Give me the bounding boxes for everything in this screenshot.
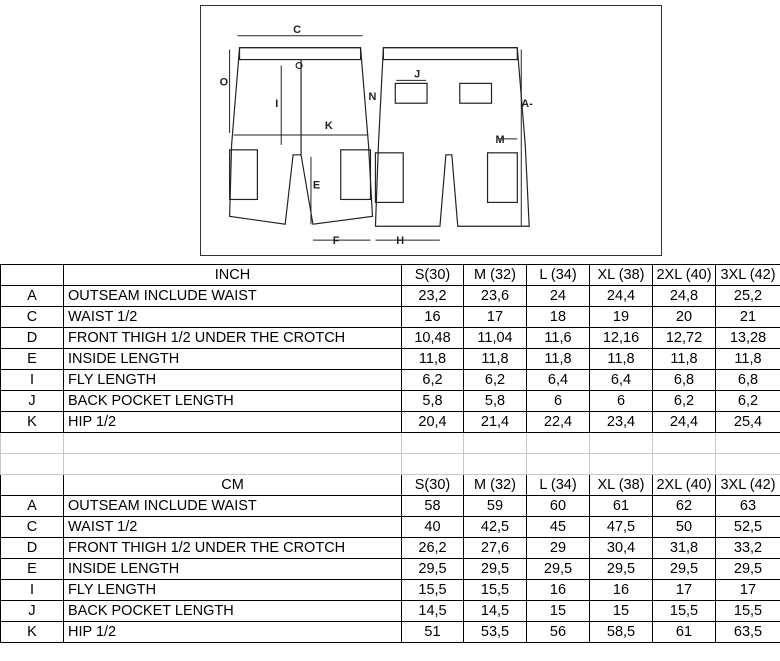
measurement-value: 6,2 xyxy=(716,391,780,412)
header-row xyxy=(1,475,780,496)
measurement-value: 14,5 xyxy=(402,601,464,622)
measurement-value: 11,8 xyxy=(653,349,716,370)
measurement-value: 5,8 xyxy=(402,391,464,412)
measurement-value: 29,5 xyxy=(653,559,716,580)
label-o: O xyxy=(219,76,229,89)
front-cargo-pocket-left xyxy=(230,150,258,200)
size-header: S(30) xyxy=(402,265,464,286)
shorts-measurement-diagram xyxy=(200,5,662,256)
empty-cell xyxy=(464,454,527,475)
table-row xyxy=(1,601,780,622)
measurement-value: 62 xyxy=(653,496,716,517)
measurement-value: 11,04 xyxy=(464,328,527,349)
measurement-value: 15,5 xyxy=(464,580,527,601)
measurement-value: 11,8 xyxy=(590,349,653,370)
measurement-value: 22,4 xyxy=(527,412,590,433)
measurement-value: 26,2 xyxy=(402,538,464,559)
measurement-code: J xyxy=(1,391,64,412)
measurement-name: WAIST 1/2 xyxy=(64,517,402,538)
measurement-name: HIP 1/2 xyxy=(64,412,402,433)
measurement-value: 6,2 xyxy=(402,370,464,391)
measurement-value: 17 xyxy=(716,580,780,601)
size-header: M (32) xyxy=(464,475,527,496)
measurement-value: 15,5 xyxy=(653,601,716,622)
size-header: M (32) xyxy=(464,265,527,286)
label-m: M xyxy=(495,133,505,146)
table-row xyxy=(1,580,780,601)
measurement-value: 23,6 xyxy=(464,286,527,307)
measurement-code: E xyxy=(1,349,64,370)
measurement-value: 23,4 xyxy=(590,412,653,433)
measurement-value: 24,4 xyxy=(653,412,716,433)
measurement-value: 61 xyxy=(653,622,716,643)
table-row xyxy=(1,286,780,307)
measurement-value: 11,6 xyxy=(527,328,590,349)
measurement-value: 24,4 xyxy=(590,286,653,307)
measurement-name: OUTSEAM INCLUDE WAIST xyxy=(64,286,402,307)
measurement-value: 6,4 xyxy=(590,370,653,391)
empty-cell xyxy=(716,433,780,454)
label-i: I xyxy=(275,98,279,111)
measurement-value: 25,2 xyxy=(716,286,780,307)
measurement-value: 56 xyxy=(527,622,590,643)
measurement-value: 21 xyxy=(716,307,780,328)
measurement-code: C xyxy=(1,517,64,538)
measurement-value: 59 xyxy=(464,496,527,517)
table-row xyxy=(1,370,780,391)
measurement-name: FRONT THIGH 1/2 UNDER THE CROTCH xyxy=(64,538,402,559)
front-waistband xyxy=(240,48,361,60)
measurement-code: C xyxy=(1,307,64,328)
measurement-value: 6,8 xyxy=(653,370,716,391)
measurement-value: 19 xyxy=(590,307,653,328)
measurement-value: 10,48 xyxy=(402,328,464,349)
measurement-value: 15,5 xyxy=(716,601,780,622)
measurement-value: 14,5 xyxy=(464,601,527,622)
empty-cell xyxy=(590,454,653,475)
label-f: F xyxy=(332,235,340,248)
empty-cell xyxy=(527,433,590,454)
measurement-value: 6,4 xyxy=(527,370,590,391)
size-header: 3XL (42) xyxy=(716,265,780,286)
back-waistband xyxy=(383,48,517,60)
table-row xyxy=(1,391,780,412)
measurement-code: E xyxy=(1,559,64,580)
empty-cell xyxy=(590,433,653,454)
measurement-value: 11,8 xyxy=(464,349,527,370)
measurement-value: 29,5 xyxy=(716,559,780,580)
measurement-value: 33,2 xyxy=(716,538,780,559)
label-a: A- xyxy=(521,98,533,111)
label-c: C xyxy=(293,23,301,36)
measurement-value: 11,8 xyxy=(716,349,780,370)
empty-cell xyxy=(653,433,716,454)
measurement-name: FLY LENGTH xyxy=(64,580,402,601)
measurement-value: 17 xyxy=(464,307,527,328)
measurement-code: A xyxy=(1,286,64,307)
table-row xyxy=(1,328,780,349)
measurement-value: 29,5 xyxy=(590,559,653,580)
measurement-value: 16 xyxy=(402,307,464,328)
measurement-name: INSIDE LENGTH xyxy=(64,559,402,580)
measurement-value: 18 xyxy=(527,307,590,328)
measurement-value: 23,2 xyxy=(402,286,464,307)
measurement-name: FLY LENGTH xyxy=(64,370,402,391)
label-h: H xyxy=(396,235,405,248)
front-cargo-pocket-right xyxy=(341,150,371,200)
measurement-value: 31,8 xyxy=(653,538,716,559)
unit-header: INCH xyxy=(64,265,402,286)
empty-cell xyxy=(527,454,590,475)
measurement-value: 45 xyxy=(527,517,590,538)
label-e: E xyxy=(312,179,321,192)
measurement-value: 6,8 xyxy=(716,370,780,391)
unit-header: CM xyxy=(64,475,402,496)
size-header: 2XL (40) xyxy=(653,265,716,286)
measurement-value: 29 xyxy=(527,538,590,559)
measurement-value: 24,8 xyxy=(653,286,716,307)
measurement-value: 52,5 xyxy=(716,517,780,538)
label-n: N xyxy=(368,91,377,104)
measurement-code: I xyxy=(1,370,64,391)
measurement-value: 27,6 xyxy=(464,538,527,559)
measurement-value: 12,72 xyxy=(653,328,716,349)
measurement-value: 58 xyxy=(402,496,464,517)
size-chart-table xyxy=(0,264,780,643)
size-header: XL (38) xyxy=(590,265,653,286)
measurement-value: 60 xyxy=(527,496,590,517)
measurement-value: 47,5 xyxy=(590,517,653,538)
table-row xyxy=(1,622,780,643)
empty-cell xyxy=(1,265,64,286)
measurement-value: 6 xyxy=(527,391,590,412)
size-header: L (34) xyxy=(527,265,590,286)
measurement-value: 20,4 xyxy=(402,412,464,433)
header-row xyxy=(1,265,780,286)
spacer-row xyxy=(1,433,780,454)
measurement-value: 13,28 xyxy=(716,328,780,349)
measurement-value: 63 xyxy=(716,496,780,517)
measurement-value: 20 xyxy=(653,307,716,328)
measurement-value: 30,4 xyxy=(590,538,653,559)
measurement-name: BACK POCKET LENGTH xyxy=(64,601,402,622)
back-pocket-right xyxy=(460,83,492,103)
measurement-name: HIP 1/2 xyxy=(64,622,402,643)
table-row xyxy=(1,496,780,517)
size-header: 2XL (40) xyxy=(653,475,716,496)
measurement-value: 16 xyxy=(590,580,653,601)
back-cargo-pocket-left xyxy=(375,153,403,203)
empty-cell xyxy=(402,454,464,475)
measurement-value: 63,5 xyxy=(716,622,780,643)
measurement-code: I xyxy=(1,580,64,601)
size-header: L (34) xyxy=(527,475,590,496)
back-pocket-left xyxy=(395,83,427,103)
measurement-code: K xyxy=(1,412,64,433)
measurement-value: 40 xyxy=(402,517,464,538)
shorts-illustration xyxy=(201,6,661,255)
empty-cell xyxy=(1,475,64,496)
measurement-name: INSIDE LENGTH xyxy=(64,349,402,370)
table-row xyxy=(1,307,780,328)
measurement-value: 29,5 xyxy=(464,559,527,580)
measurement-code: D xyxy=(1,328,64,349)
measurement-name: FRONT THIGH 1/2 UNDER THE CROTCH xyxy=(64,328,402,349)
measurement-name: BACK POCKET LENGTH xyxy=(64,391,402,412)
measurement-value: 61 xyxy=(590,496,653,517)
measurement-value: 29,5 xyxy=(527,559,590,580)
measurement-value: 6 xyxy=(590,391,653,412)
table-row xyxy=(1,559,780,580)
table-row xyxy=(1,349,780,370)
measurement-name: OUTSEAM INCLUDE WAIST xyxy=(64,496,402,517)
measurement-value: 21,4 xyxy=(464,412,527,433)
measurement-value: 5,8 xyxy=(464,391,527,412)
empty-cell xyxy=(464,433,527,454)
size-header: S(30) xyxy=(402,475,464,496)
spacer-row xyxy=(1,454,780,475)
empty-cell xyxy=(653,454,716,475)
size-header: XL (38) xyxy=(590,475,653,496)
table-row xyxy=(1,412,780,433)
measurement-value: 17 xyxy=(653,580,716,601)
measurement-value: 53,5 xyxy=(464,622,527,643)
empty-cell xyxy=(716,454,780,475)
measurement-value: 16 xyxy=(527,580,590,601)
back-shorts-outline xyxy=(375,48,529,227)
label-j: J xyxy=(414,68,421,81)
measurement-value: 51 xyxy=(402,622,464,643)
measurement-value: 11,8 xyxy=(527,349,590,370)
measurement-code: J xyxy=(1,601,64,622)
measurement-value: 15,5 xyxy=(402,580,464,601)
measurement-value: 11,8 xyxy=(402,349,464,370)
measurement-value: 58,5 xyxy=(590,622,653,643)
empty-cell xyxy=(64,433,402,454)
measurement-value: 6,2 xyxy=(464,370,527,391)
measurement-value: 12,16 xyxy=(590,328,653,349)
measurement-value: 25,4 xyxy=(716,412,780,433)
measurement-code: D xyxy=(1,538,64,559)
measurement-value: 15 xyxy=(527,601,590,622)
table-row xyxy=(1,538,780,559)
measurement-value: 29,5 xyxy=(402,559,464,580)
measurement-value: 6,2 xyxy=(653,391,716,412)
measurement-value: 15 xyxy=(590,601,653,622)
empty-cell xyxy=(1,454,64,475)
measurement-code: K xyxy=(1,622,64,643)
back-cargo-pocket-right xyxy=(488,153,518,203)
empty-cell xyxy=(1,433,64,454)
measurement-code: A xyxy=(1,496,64,517)
measurement-value: 24 xyxy=(527,286,590,307)
size-header: 3XL (42) xyxy=(716,475,780,496)
table-row xyxy=(1,517,780,538)
label-k: K xyxy=(324,120,333,133)
measurement-value: 42,5 xyxy=(464,517,527,538)
measurement-name: WAIST 1/2 xyxy=(64,307,402,328)
empty-cell xyxy=(64,454,402,475)
measurement-value: 50 xyxy=(653,517,716,538)
empty-cell xyxy=(402,433,464,454)
